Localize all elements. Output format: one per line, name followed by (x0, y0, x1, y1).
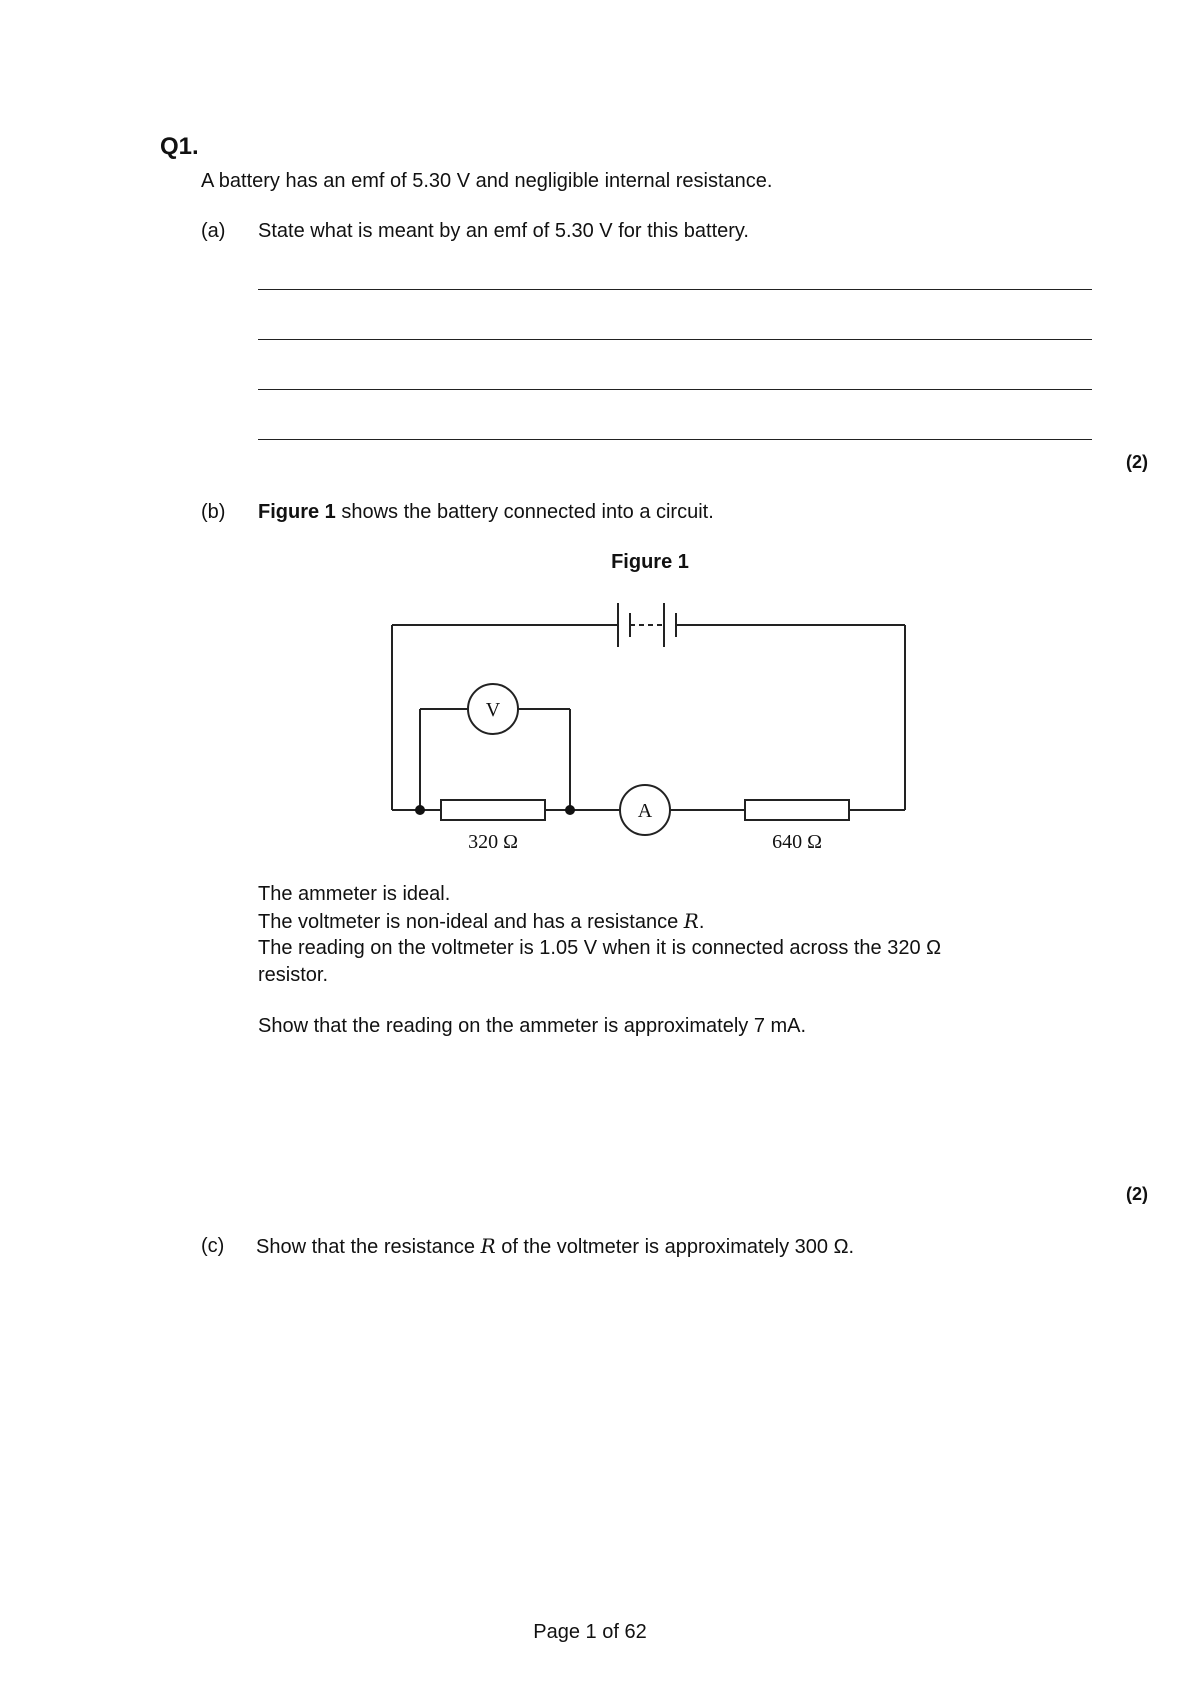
part-a-prompt: State what is meant by an emf of 5.30 V for this battery. (258, 220, 749, 242)
part-b-prompt-text: shows the battery connected into a circuit. (335, 501, 714, 523)
part-a-label: (a) (201, 220, 226, 242)
circuit-diagram (380, 595, 920, 865)
figure-reference: Figure 1 (258, 501, 336, 523)
resistor-640 (745, 800, 849, 820)
part-c-label: (c) (201, 1235, 225, 1257)
resistor-640-label: 640 Ω (772, 831, 822, 853)
part-b-marks: (2) (1126, 1184, 1148, 1204)
resistor-320-label: 320 Ω (468, 831, 518, 853)
part-b-label: (b) (201, 501, 226, 523)
part-a-marks: (2) (1126, 452, 1148, 472)
part-b-instruction: Show that the reading on the ammeter is approximately 7 mA. (258, 1015, 807, 1037)
figure-title: Figure 1 (611, 551, 689, 573)
part-b-line4: resistor. (258, 964, 329, 986)
question-number: Q1. (160, 133, 199, 160)
answer-line[interactable] (258, 289, 1092, 290)
answer-line[interactable] (258, 389, 1092, 390)
answer-line[interactable] (258, 439, 1092, 440)
page-number: Page 1 of 62 (533, 1621, 647, 1643)
part-b-line3: The reading on the voltmeter is 1.05 V when it is connected across the 320 Ω (258, 937, 942, 959)
answer-line[interactable] (258, 339, 1092, 340)
ammeter-symbol: A (637, 800, 653, 822)
variable-r: R (480, 1234, 496, 1258)
part-b-line2-post: . (698, 911, 705, 933)
variable-r: R (683, 909, 699, 933)
part-c-prompt (256, 1234, 854, 1259)
part-b-line1: The ammeter is ideal. (258, 883, 451, 905)
part-c-prompt-post: of the voltmeter is approximately 300 Ω. (495, 1236, 855, 1258)
voltmeter-symbol: V (485, 699, 501, 721)
resistor-320 (441, 800, 545, 820)
part-b-prompt (258, 500, 714, 524)
question-intro: A battery has an emf of 5.30 V and negligible internal resistance. (201, 170, 773, 192)
junction-dot (415, 805, 425, 815)
part-b-line2-pre: The voltmeter is non-ideal and has a resistance (258, 911, 684, 933)
junction-dot (565, 805, 575, 815)
part-c-prompt-pre: Show that the resistance (256, 1236, 481, 1258)
part-b-line2 (258, 909, 704, 934)
